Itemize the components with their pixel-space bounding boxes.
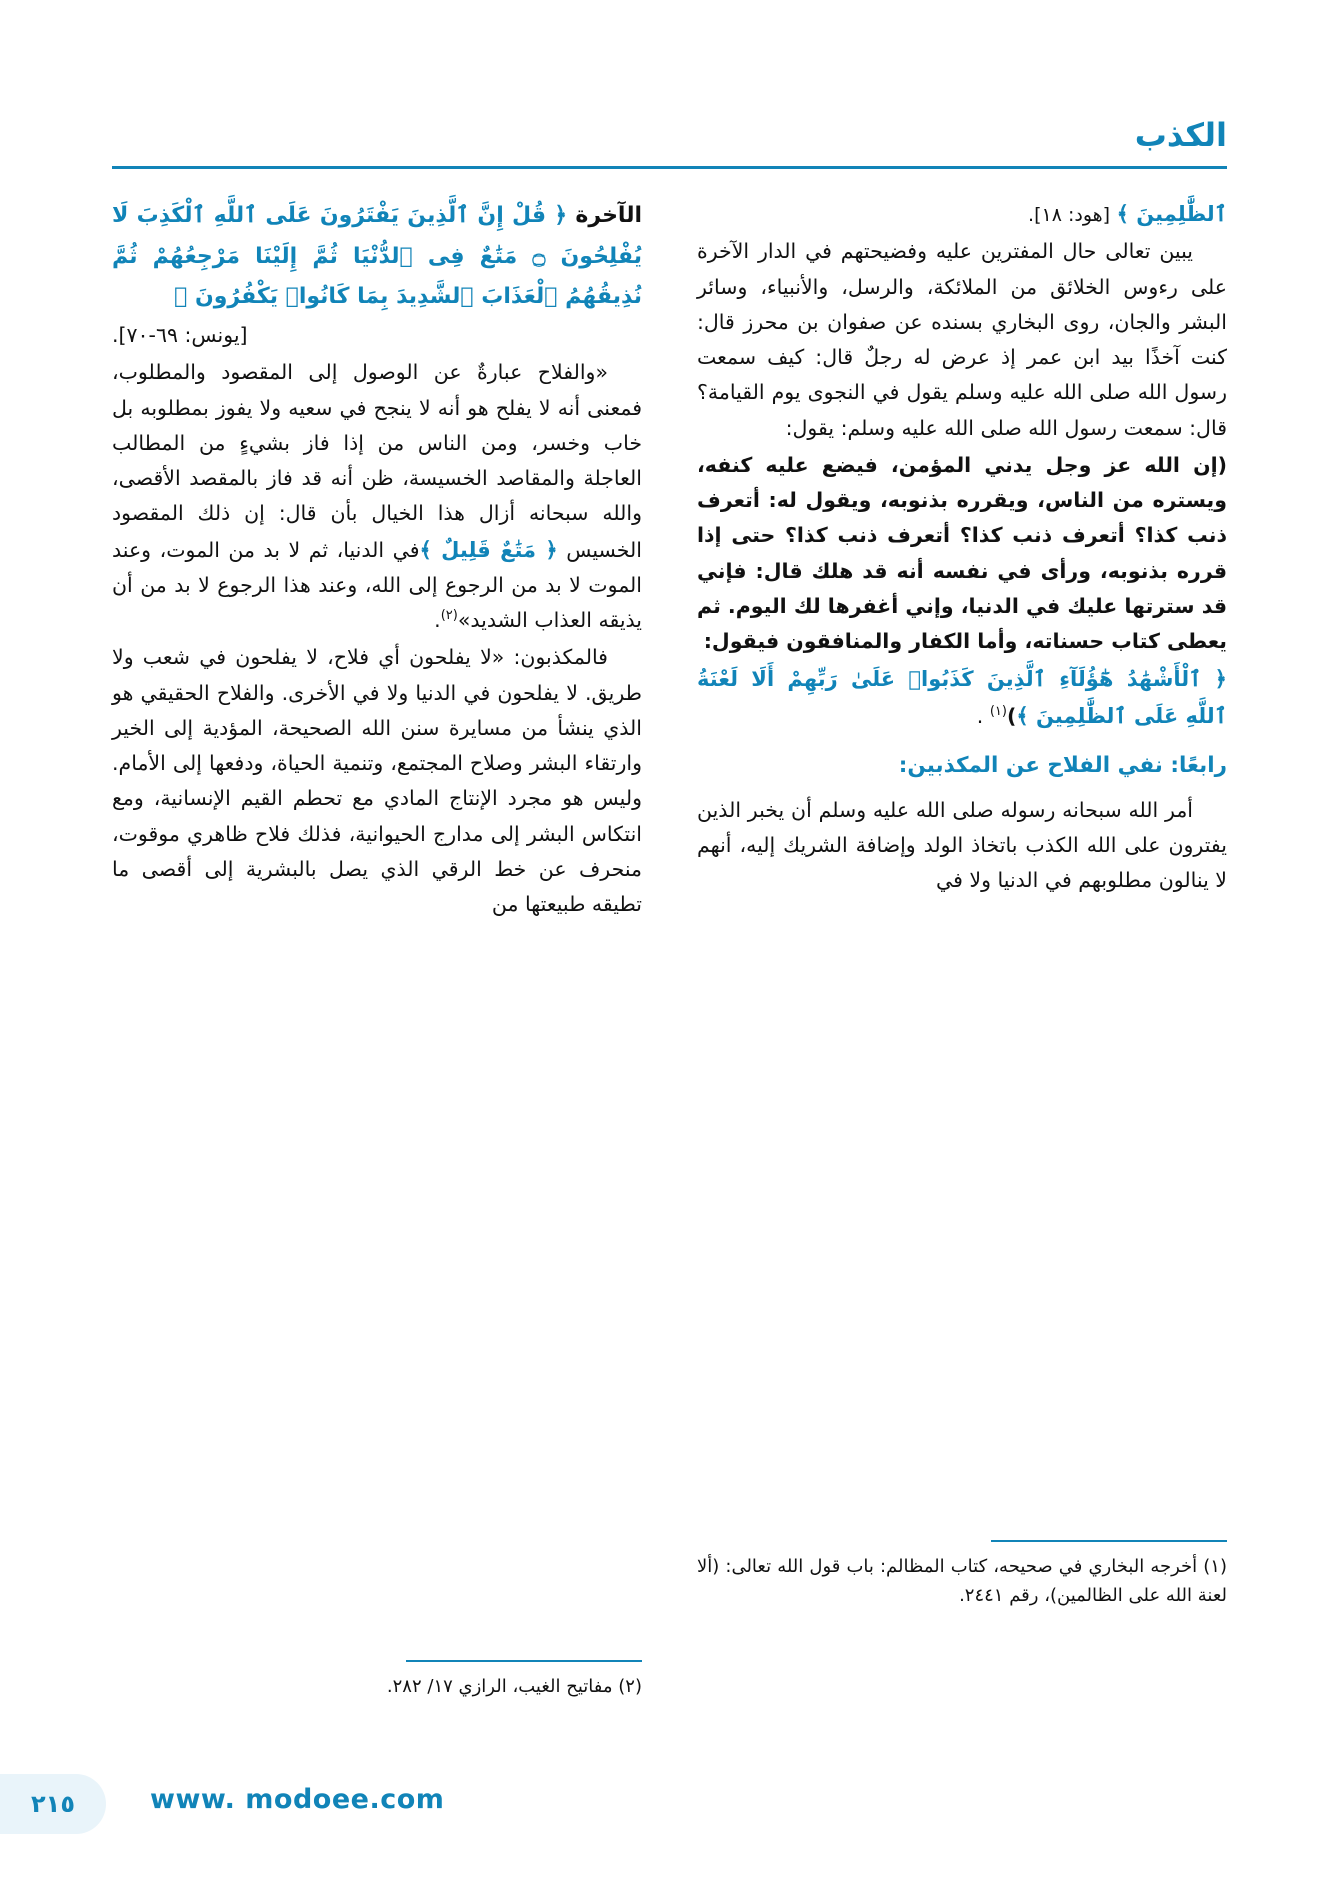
page-title: الكذب: [1134, 116, 1227, 154]
hadith-verse-text: ﴿ ٱلْأَشْهَٰدُ هَٰٓؤُلَآءِ ٱلَّذِينَ كَذَبُوا۟ عَلَىٰ رَبِّهِمْ أَلَا لَعْنَةُ ٱللَّهِ عَلَى ٱلظَّٰلِمِينَ ﴾: [697, 667, 1227, 728]
column-right: [697, 196, 1227, 900]
footnote-marker-2: (٢): [440, 608, 458, 624]
footnote-marker-1: (١): [989, 703, 1007, 719]
footnote-2: (٢) مفاتيح الغيب، الرازي ١٧/ ٢٨٢.: [386, 1676, 642, 1697]
hadith-closing-paren: ): [1006, 703, 1017, 728]
paragraph-falah-end: .: [434, 608, 441, 633]
footnote-block-left: [112, 1660, 642, 1701]
page-header: [112, 118, 1227, 170]
verse-tail-source: [هود: ١٨].: [1028, 204, 1111, 226]
paragraph-falah-part1: «والفلاح عبارةٌ عن الوصول إلى المقصود والمطلوب، فمعنى أنه لا يفلح هو أنه لا ينجح في سعيه ولا يفوز بمطلوبه بل خاب وخسر، ومن الناس من إذا فاز بشيءٍ من المطالب العاجلة والمقاصد الخسيسة، ظن أنه قد فاز بالمقصد الأقصى، والله سبحانه أزال هذا الخيال بأن قال: إن ذلك المقصود الخسيس: [112, 360, 642, 562]
verse-block-source: [يونس: ٦٩-٧٠].: [112, 323, 248, 348]
footnote-1: (١) أخرجه البخاري في صحيحه، كتاب المظالم: باب قول الله تعالى: (ألا لعنة الله على الظالمين)، رقم ٢٤٤١.: [697, 1556, 1227, 1607]
footnote-divider-left: [406, 1660, 642, 1662]
verse-mataun-qalil: ﴿ مَتَٰعٌ قَلِيلٌ ﴾: [419, 537, 558, 562]
page-number: ٢١٥: [0, 1774, 106, 1834]
paragraph-fourth-point: أمر الله سبحانه رسوله صلى الله عليه وسلم أن يخبر الذين يفترون على الله الكذب باتخاذ الولد وإضافة الشريك إليه، أنهم لا ينالون مطلوبهم في الدنيا ولا في: [697, 797, 1227, 893]
verse-tail-text: ٱلظَّٰلِمِينَ ﴾: [1116, 202, 1227, 226]
verse-block-yunus: [112, 196, 642, 318]
hadith-text: [697, 448, 1227, 660]
hadith-body: (إن الله عز وجل يدني المؤمن، فيضع عليه كنفه، ويستره من الناس، ويقرره بذنوبه، ويقول له: أتعرف ذنب كذا؟ أتعرف ذنب كذا؟ أتعرف ذنب كذا؟ حتى إذا قرره بذنوبه، ورأى في نفسه أنه قد هلك قال: فإني قد سترتها عليك في الدنيا، وإني أغفرها لك اليوم. ثم يعطى كتاب حسناته، وأما الكفار والمنافقون فيقول:: [697, 452, 1227, 653]
website-url[interactable]: www. modoee.com: [150, 1784, 445, 1815]
verse-block-text: ﴿ قُلْ إِنَّ ٱلَّذِينَ يَفْتَرُونَ عَلَى ٱللَّهِ ٱلْكَذِبَ لَا يُفْلِحُونَ ۝ مَتَٰعٌ فِى ٱلدُّنْيَا ثُمَّ إِلَيْنَا مَرْجِعُهُمْ ثُمَّ نُذِيقُهُمُ ٱلْعَذَابَ ٱلشَّدِيدَ بِمَا كَانُوا۟ يَكْفُرُونَ ﴾: [112, 203, 642, 310]
section-subheading: رابعًا: نفي الفلاح عن المكذبين:: [898, 752, 1227, 778]
lead-word-akhira: الآخرة: [575, 203, 642, 228]
footnote-block-right: [697, 1540, 1227, 1610]
verse-tail-line: [697, 196, 1227, 232]
footnote-divider-right: [991, 1540, 1227, 1542]
column-left: [112, 196, 642, 924]
header-divider: [112, 166, 1227, 169]
page-footer: [0, 1774, 1339, 1836]
paragraph-falah-definition: [112, 355, 642, 638]
paragraph-mukadhdhibun: فالمكذبون: «لا يفلحون أي فلاح، لا يفلحون في شعب ولا طريق. لا يفلحون في الدنيا ولا في الأخرى. والفلاح الحقيقي هو الذي ينشأ من مسايرة سنن الله الصحيحة، المؤدية إلى الخير وارتقاء البشر وصلاح المجتمع، وتنمية الحياة، ودفعها إلى الأمام. وليس هو مجرد الإنتاج المادي مع تحطم القيم الإنسانية، ومع انتكاس البشر إلى مدارج الحيوانية، فذلك فلاح ظاهري موقوت، منحرف عن خط الرقي الذي يصل بالبشرية إلى أقصى ما تطيقه طبيعتها من: [112, 645, 642, 917]
paragraph-commentary: يبين تعالى حال المفترين عليه وفضيحتهم في الدار الآخرة على رءوس الخلائق من الملائكة، والرسل، والأنبياء، وسائر البشر والجان، روى البخاري بسنده عن صفوان بن محرز قال: كنت آخذًا بيد ابن عمر إذ عرض له رجلٌ قال: كيف سمعت رسول الله صلى الله عليه وسلم يقول في النجوى يوم القيامة؟ قال: سمعت رسول الله صلى الله عليه وسلم: يقول:: [697, 239, 1227, 440]
hadith-period: .: [976, 703, 990, 728]
paragraph-falah-part2: في الدنيا، ثم لا بد من الموت، وعند الموت لا بد من الرجوع إلى الله، وعند هذا الرجوع لا بد من أن يذيقه العذاب الشديد»: [112, 537, 642, 633]
hadith-verse-line: [697, 661, 1227, 734]
